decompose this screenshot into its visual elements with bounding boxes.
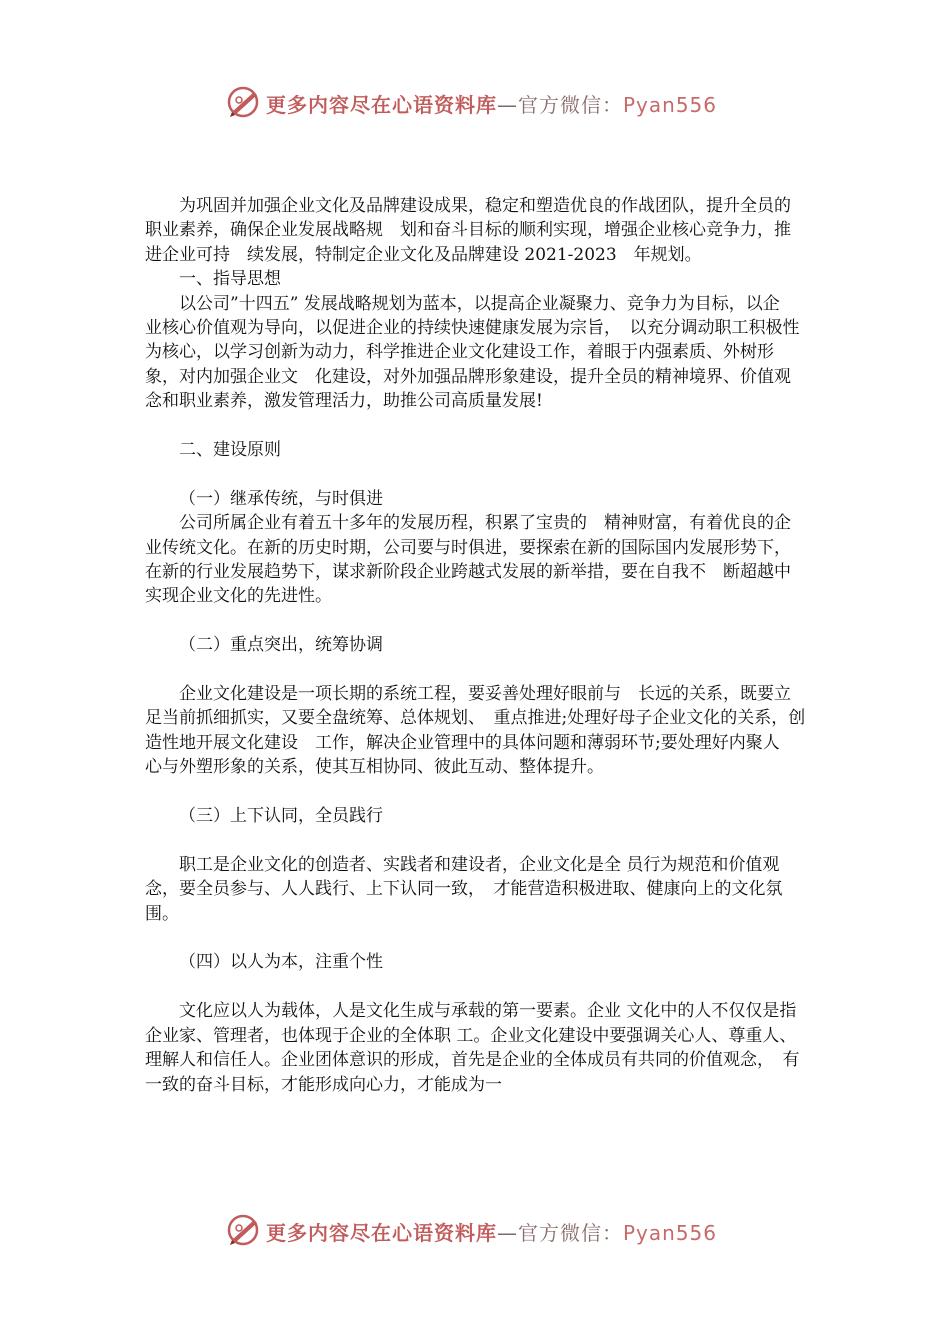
footer-watermark xyxy=(0,1210,950,1250)
watermark-separator: — xyxy=(497,93,518,117)
subsection2-heading: （二）重点突出，统筹协调 xyxy=(179,635,383,656)
watermark-main: 更多内容尽在心语资料库 xyxy=(266,1221,497,1245)
pen-logo-icon xyxy=(224,1210,264,1250)
watermark-text xyxy=(266,1217,717,1246)
subsection3-paragraph: 职工是企业文化的创造者、实践者和建设者，企业文化是全 员行为规范和价值观念，要全员参与、人人践行、上下认同一致， 才能营造积极进取、健康向上的文化氛围。 xyxy=(145,854,783,924)
watermark-wechat-id: Pyan556 xyxy=(623,1221,718,1245)
subsection1-paragraph: 公司所属企业有着五十多年的发展历程，积累了宝贵的 精神财富，有着优良的企业传统文化。在新的历史时期，公司要与时俱进，要探索在新的国际国内发展形势下，在新的行业发展趋势下，谋求新阶段企业跨越式发展的新举措，要在自我不 断超越中实现企业文化的先进性。 xyxy=(145,513,791,607)
watermark-main: 更多内容尽在心语资料库 xyxy=(266,93,497,117)
subsection4-heading: （四）以人为本，注重个性 xyxy=(179,952,383,973)
intro-paragraph: 为巩固并加强企业文化及品牌建设成果，稳定和塑造优良的作战团队，提升全员的职业素养，确保企业发展战略规 划和奋斗目标的顺利实现，增强企业核心竞争力，推进企业可持 续发展，特制定企业文化及品牌建设 2021-2023 年规划。 xyxy=(145,196,791,265)
subsection3-heading: （三）上下认同，全员践行 xyxy=(179,806,383,827)
watermark-text xyxy=(266,89,717,118)
subsection2-paragraph: 企业文化建设是一项长期的系统工程，要妥善处理好眼前与 长远的关系，既要立足当前抓细抓实，又要全盘统筹、总体规划、 重点推进;处理好母子企业文化的关系，创造性地开展文化建设 工作，解决企业管理中的具体问题和薄弱环节;要处理好内聚人 心与外塑形象的关系，使其互相协同、彼此互动、整体提升。 xyxy=(145,684,806,778)
pen-logo-icon xyxy=(224,82,264,122)
section2-heading: 二、建设原则 xyxy=(179,440,281,461)
subsection1-heading: （一）继承传统，与时俱进 xyxy=(179,488,383,509)
watermark-separator: — xyxy=(497,1221,518,1245)
watermark-wechat-id: Pyan556 xyxy=(623,93,718,117)
section1-heading: 一、指导思想 xyxy=(179,269,281,290)
header-watermark xyxy=(0,82,950,122)
watermark-official-label: 官方微信： xyxy=(518,1221,623,1245)
subsection4-paragraph: 文化应以人为载体，人是文化生成与承载的第一要素。企业 文化中的人不仅仅是指企业家、管理者，也体现于企业的全体职 工。企业文化建设中要强调关心人、尊重人、理解人和信任人。企业团体意识的形成，首先是企业的全体成员有共同的价值观念， 有一致的奋斗目标，才能形成向心力，才能成为一 xyxy=(145,1001,800,1095)
document-body xyxy=(145,194,807,1097)
section1-paragraph: 以公司”十四五” 发展战略规划为蓝本，以提高企业凝聚力、竞争力为目标，以企 业核心价值观为导向，以促进企业的持续快速健康发展为宗旨， 以充分调动职工积极性为核心，以学习创新为动力，科学推进企业文化建设工作，着眼于内强素质、外树形象，对内加强企业文 化建设，对外加强品牌形象建设，提升全员的精神境界、价值观 念和职业素养，激发管理活力，助推公司高质量发展! xyxy=(145,293,808,412)
watermark-official-label: 官方微信： xyxy=(518,93,623,117)
